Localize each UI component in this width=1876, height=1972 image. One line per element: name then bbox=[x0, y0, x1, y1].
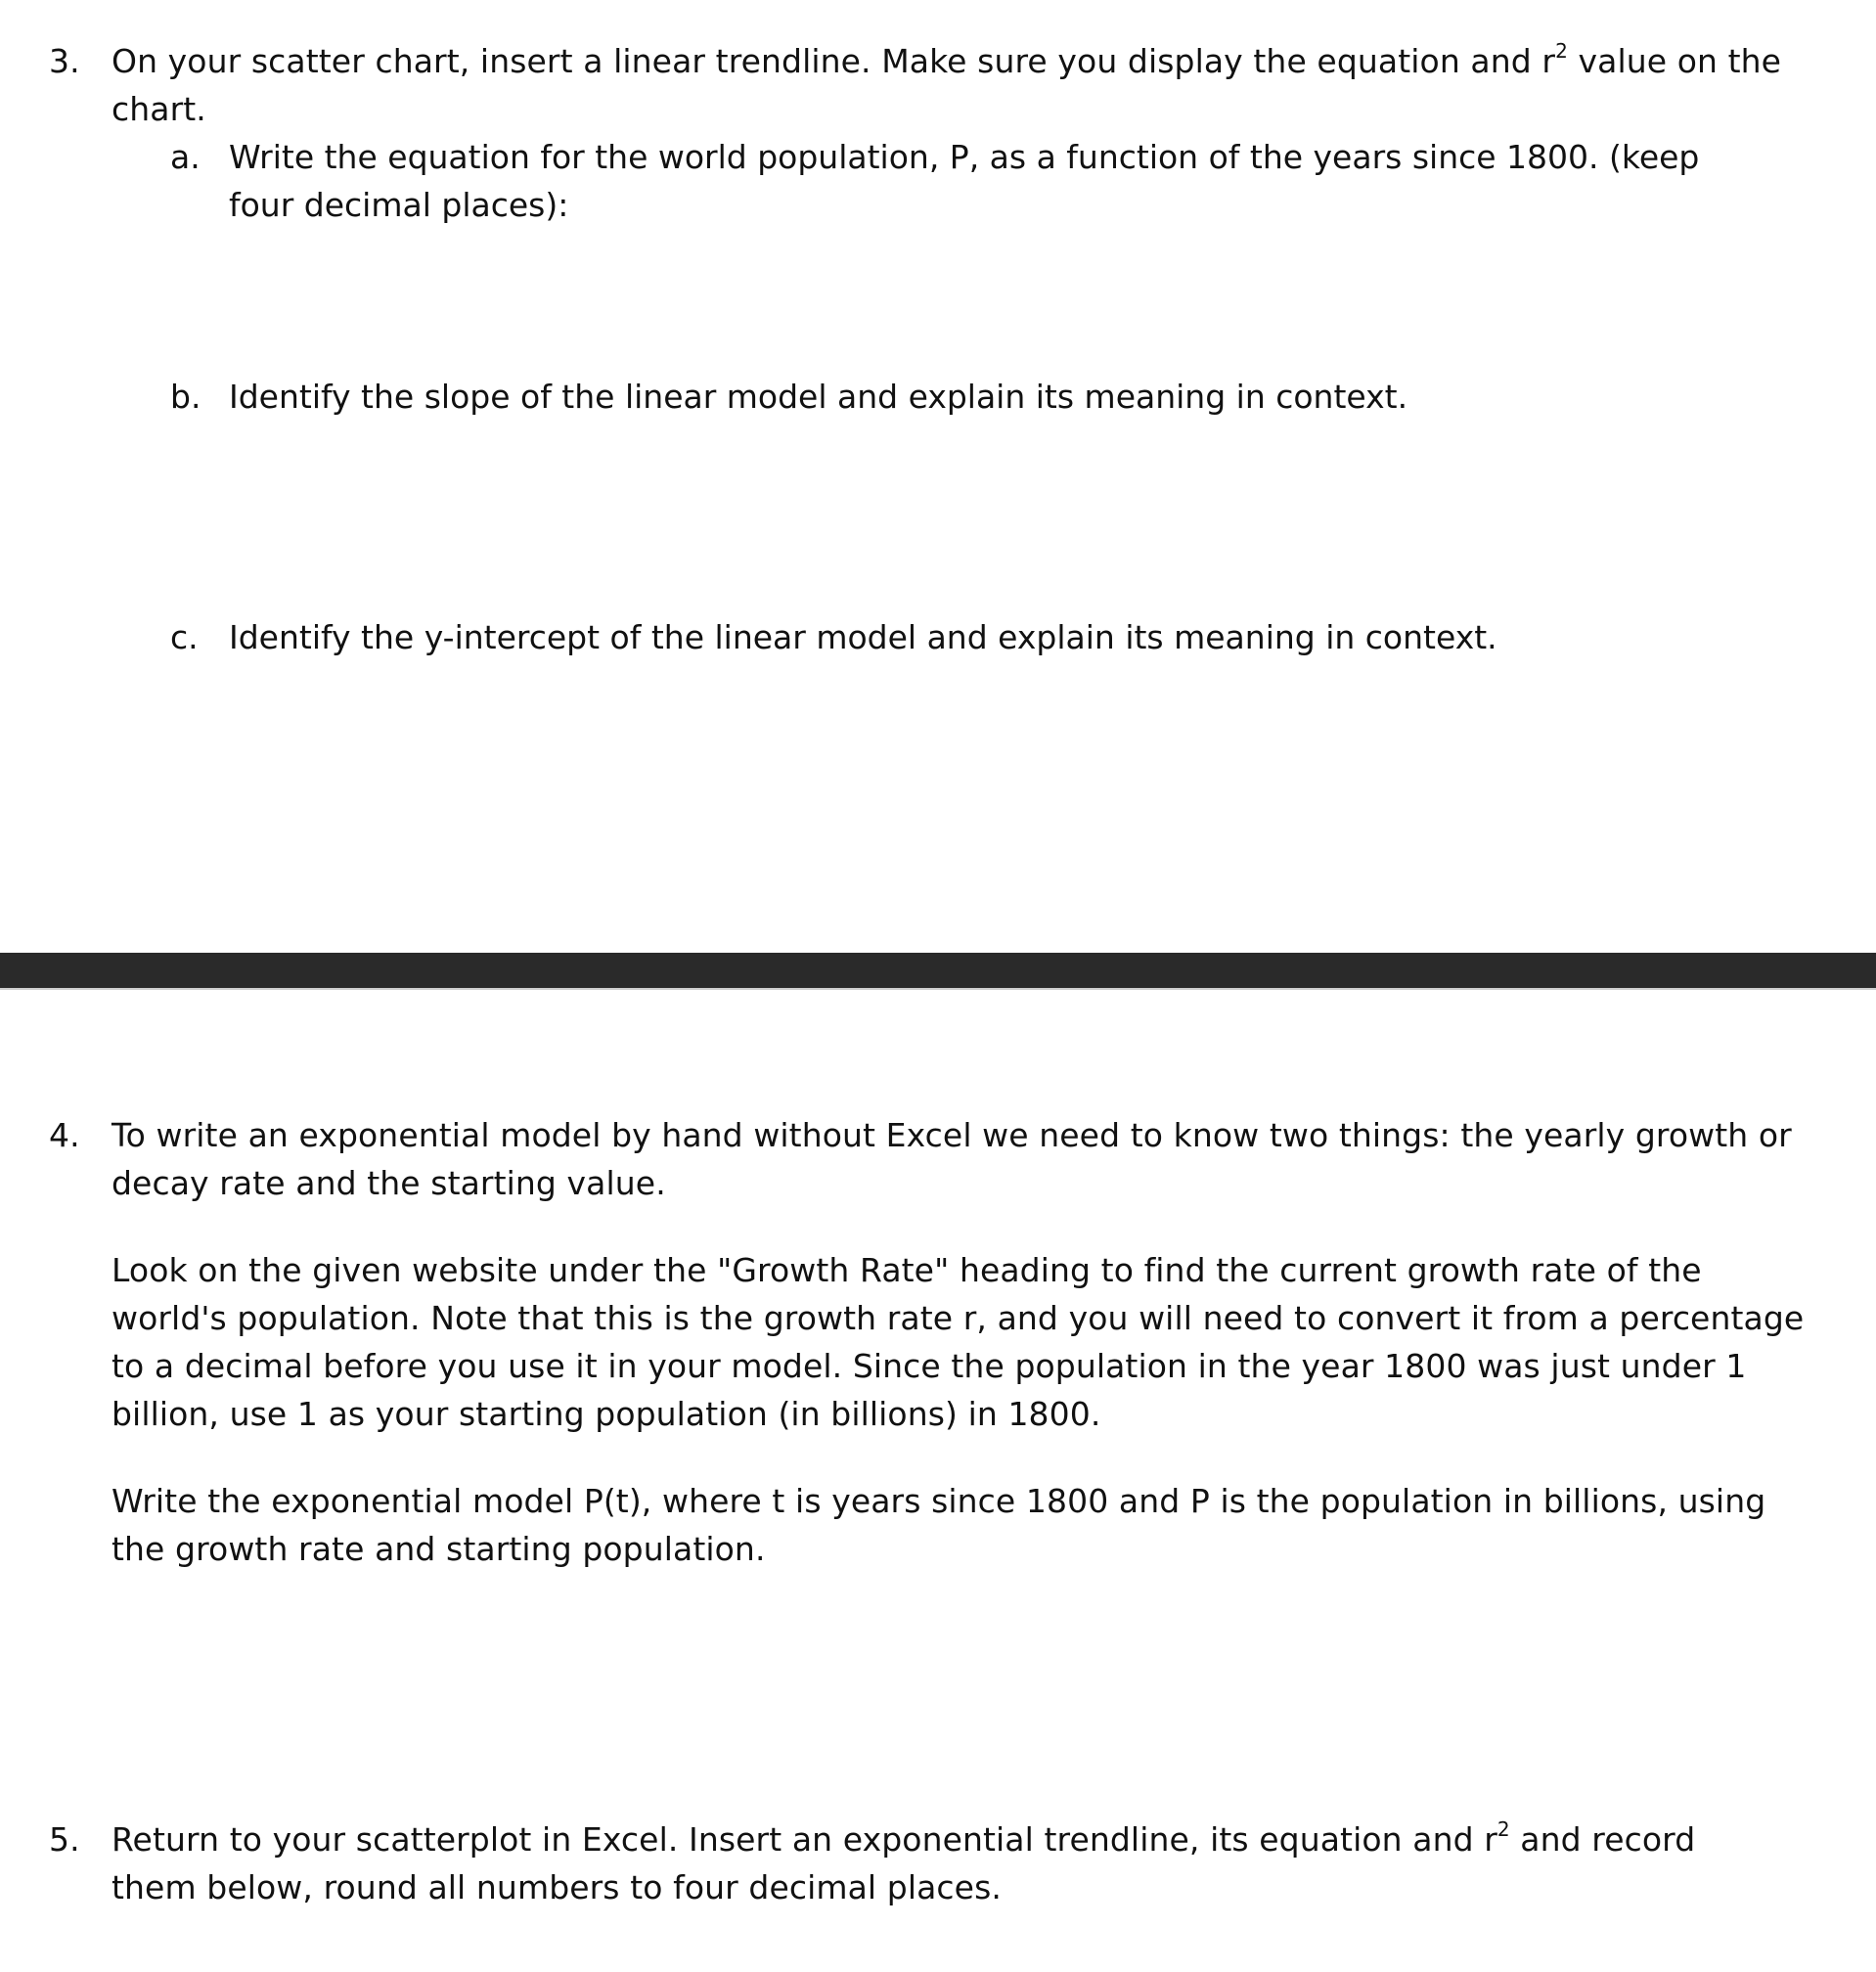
question-3 bbox=[49, 37, 1868, 135]
question-4-text bbox=[112, 1111, 1813, 1573]
question-3b-letter: b. bbox=[170, 378, 201, 416]
question-3-text-start: On your scatter chart, insert a linear trendline. Make sure you display the equation and r bbox=[112, 42, 1556, 80]
page-divider bbox=[0, 953, 1876, 990]
question-3c-letter: c. bbox=[170, 618, 199, 656]
question-3-number: 3. bbox=[49, 42, 80, 80]
question-3a-text: Write the equation for the world population, P, as a function of the years since 1800. (keep four decimal places): bbox=[229, 138, 1700, 224]
question-3-text-end: value on the chart. bbox=[112, 42, 1782, 128]
question-5 bbox=[49, 1815, 1868, 1913]
question-5-number: 5. bbox=[49, 1820, 80, 1859]
question-3c bbox=[170, 613, 1755, 662]
question-5-text-end: and record them below, round all numbers to four decimal places. bbox=[112, 1820, 1696, 1906]
question-3b-text: Identify the slope of the linear model and explain its meaning in context. bbox=[229, 378, 1408, 416]
question-4-number: 4. bbox=[49, 1116, 80, 1154]
question-3-text bbox=[112, 37, 1813, 133]
question-3a-letter: a. bbox=[170, 138, 201, 176]
question-4 bbox=[49, 1111, 1868, 1581]
question-3b bbox=[170, 373, 1755, 422]
question-5-text bbox=[112, 1815, 1774, 1911]
question-4-paragraph-1: To write an exponential model by hand without Excel we need to know two things: the yearly growth or decay rate and the starting value. bbox=[112, 1116, 1792, 1202]
question-3-superscript: 2 bbox=[1555, 39, 1568, 63]
question-5-text-start: Return to your scatterplot in Excel. Insert an exponential trendline, its equation and r bbox=[112, 1820, 1497, 1859]
question-5-superscript: 2 bbox=[1496, 1817, 1510, 1841]
question-3c-text: Identify the y-intercept of the linear model and explain its meaning in context. bbox=[229, 618, 1497, 656]
question-4-paragraph-2: Look on the given website under the "Growth Rate" heading to find the current growth rate of the world's population. Note that this is the growth rate r, and you will need to convert it from a percentage to a decimal before you use it in your model. Since the population in the year 1800 was just under 1 billion, use 1 as your starting population (in billions) in 1800. bbox=[112, 1251, 1805, 1433]
question-4-paragraph-3: Write the exponential model P(t), where t is years since 1800 and P is the population in billions, using the growth rate and starting population. bbox=[112, 1482, 1766, 1568]
question-3a bbox=[170, 133, 1755, 231]
